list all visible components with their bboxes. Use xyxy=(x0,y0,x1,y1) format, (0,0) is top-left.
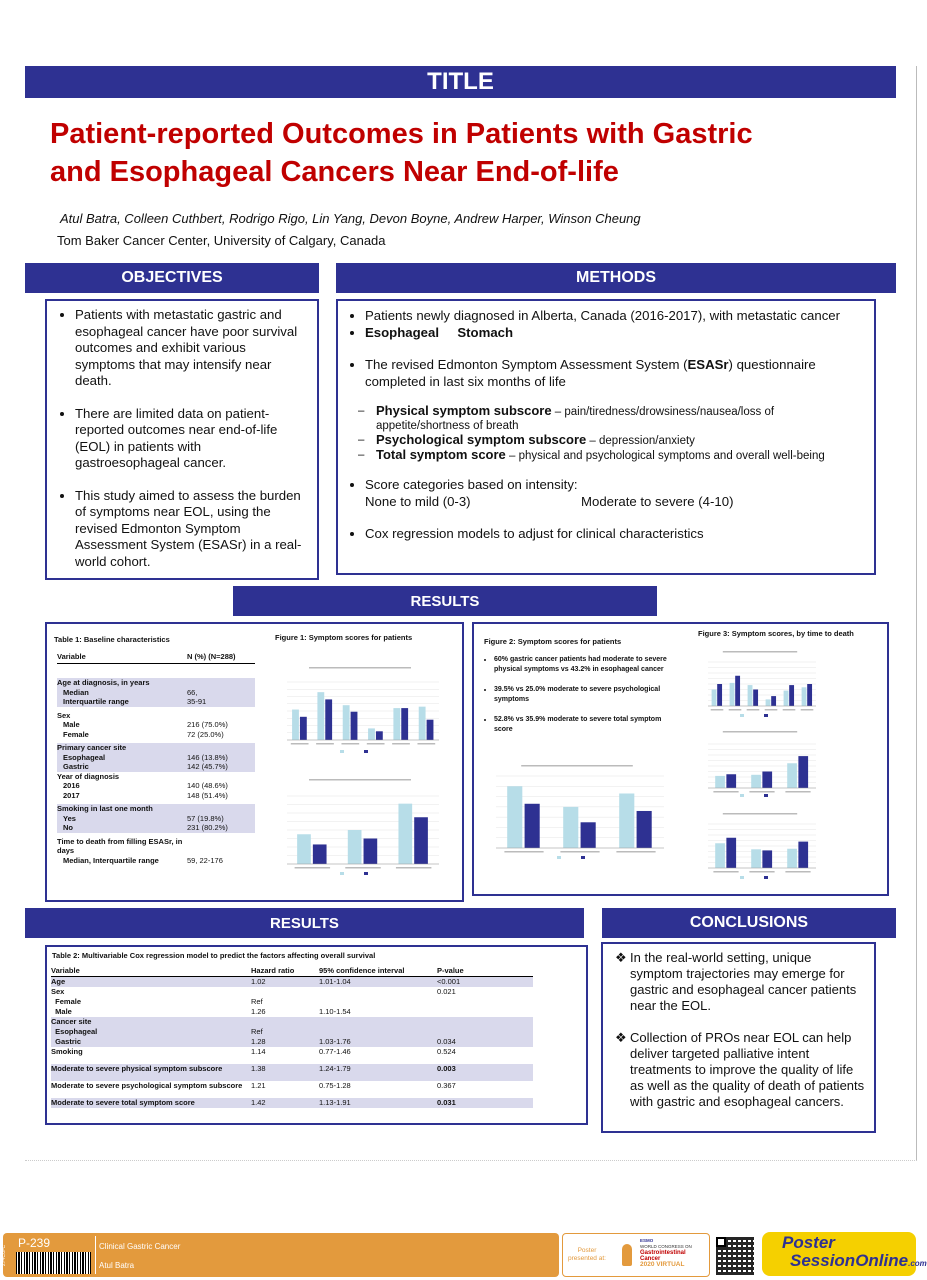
table2-cell xyxy=(251,987,319,997)
table2-header-cell: 95% confidence interval xyxy=(319,966,405,975)
bar xyxy=(398,804,412,864)
tick-label-mark xyxy=(711,709,724,711)
table2-cell: <0.001 xyxy=(437,977,461,986)
fig2-bullet: • 60% gastric cancer patients had moderate to severe physical symptoms vs 43.2% in esophageal cancer xyxy=(494,655,668,675)
table2-header-cell: Hazard ratio xyxy=(251,966,295,975)
table1-row xyxy=(57,688,255,698)
fig1-caption: Figure 1: Symptom scores for patients xyxy=(275,633,413,642)
table2-cell: 1.42 xyxy=(251,1098,266,1107)
tick-label-mark xyxy=(713,791,738,793)
table1-cell-label: Primary cancer site xyxy=(57,743,127,752)
table2-cell xyxy=(319,997,437,1007)
fig2-bullet: • 39.5% vs 25.0% moderate to severe psychological symptoms xyxy=(494,685,668,705)
table2-row xyxy=(51,1027,533,1037)
bar xyxy=(787,849,797,868)
pso-com: .com xyxy=(908,1259,927,1268)
methods-panel xyxy=(336,299,876,575)
table1-col-variable: Variable xyxy=(57,652,86,661)
table1-cell-value: 216 (75.0%) xyxy=(187,720,228,729)
bar xyxy=(771,696,776,706)
legend-swatch xyxy=(364,872,368,875)
tick-label-mark xyxy=(417,743,435,745)
right-border-line xyxy=(916,66,917,1161)
table2-row xyxy=(51,997,533,1007)
poster-id: P-239 xyxy=(18,1236,51,1250)
bar xyxy=(325,699,332,740)
congress-line4: 2020 VIRTUAL xyxy=(640,1261,685,1268)
congress-logo-icon xyxy=(622,1244,632,1266)
bar xyxy=(762,772,772,789)
bar xyxy=(637,811,652,848)
congress-logo-text xyxy=(640,1238,692,1268)
methods-item: • Score categories based on intensity: xyxy=(365,477,864,494)
results-heading-1-label: RESULTS xyxy=(410,592,480,610)
fig1-chart-physical xyxy=(275,664,445,756)
table1-row xyxy=(57,720,255,730)
bar xyxy=(717,684,722,706)
fig3-chart-total xyxy=(698,810,822,882)
table2-row xyxy=(51,1098,533,1108)
table2-cell: 0.524 xyxy=(437,1047,456,1056)
methods-item: • Cox regression models to adjust for clinical characteristics xyxy=(365,526,864,543)
title-bar-label: TITLE xyxy=(427,68,494,95)
legend-swatch xyxy=(764,794,768,797)
objectives-heading-label: OBJECTIVES xyxy=(121,269,223,286)
subitem-physical-bold: Physical symptom subscore xyxy=(376,403,552,418)
tick-label-mark xyxy=(367,743,385,745)
chart-title-mark xyxy=(723,731,797,733)
poster-title-line2: and Esophageal Cancers Near End-of-life xyxy=(50,156,619,188)
legend-swatch xyxy=(364,750,368,753)
table1-row xyxy=(57,711,255,721)
methods-item-sites xyxy=(365,325,864,342)
bar xyxy=(726,838,736,868)
table2-cell xyxy=(437,997,533,1007)
table2-header-cell: Variable xyxy=(51,966,80,975)
table1-cell-value: 231 (80.2%) xyxy=(187,823,228,832)
table2-row xyxy=(51,987,533,997)
tick-label-mark xyxy=(341,743,359,745)
fig1-chart-psych xyxy=(275,776,445,878)
conclusions-panel xyxy=(601,942,876,1133)
congress-line1: WORLD CONGRESS ON xyxy=(640,1244,692,1249)
bar xyxy=(784,691,789,706)
tick-label-mark xyxy=(392,743,410,745)
table1-row xyxy=(57,837,255,856)
legend-swatch xyxy=(764,714,768,717)
tick-label-mark xyxy=(749,791,774,793)
footer-category: Clinical Gastric Cancer xyxy=(99,1242,181,1251)
bar xyxy=(798,756,808,788)
table2-row xyxy=(51,1064,533,1081)
table1-cell-value: 66, xyxy=(187,687,198,697)
affiliation: Tom Baker Cancer Center, University of Calgary, Canada xyxy=(57,233,386,248)
conclusions-heading-label: CONCLUSIONS xyxy=(689,914,809,931)
bar xyxy=(563,807,578,848)
tick-label-mark xyxy=(345,867,380,869)
bar xyxy=(401,708,408,740)
table2-cell: Sex xyxy=(51,987,65,996)
table1-cell-label: Smoking in last one month xyxy=(57,804,153,813)
poster-title-line1: Patient-reported Outcomes in Patients with Gastric xyxy=(50,118,753,150)
conclusion-item xyxy=(615,950,866,1014)
pso-text-line2 xyxy=(782,1252,927,1273)
bar xyxy=(297,834,311,864)
presented-at-2: presented at: xyxy=(568,1255,606,1262)
pso-text-1: Poster xyxy=(782,1233,835,1252)
conclusions-heading xyxy=(602,908,896,938)
chart-title-mark xyxy=(309,779,411,781)
esasr-text-post: ) questionnaire completed in last six months of life xyxy=(365,357,816,389)
table2-cell xyxy=(319,1017,437,1027)
tick-label-mark xyxy=(785,871,810,873)
table1-row xyxy=(57,804,255,814)
methods-heading-label: METHODS xyxy=(576,269,656,286)
table2-row xyxy=(51,1081,533,1098)
table2-cell: 0.77-1.46 xyxy=(319,1047,351,1056)
tick-label-mark xyxy=(295,867,330,869)
table2-cell xyxy=(319,987,437,997)
objective-item: • There are limited data on patient-reported outcomes near end-of-life (EOL) in patients with gastroesophageal cancer. xyxy=(75,406,307,472)
tick-label-mark xyxy=(616,851,655,853)
bar xyxy=(715,776,725,788)
bar xyxy=(427,720,434,740)
authors: Atul Batra, Colleen Cuthbert, Rodrigo Rigo, Lin Yang, Devon Boyne, Andrew Harper, Winson Cheung xyxy=(60,211,641,226)
bar xyxy=(348,830,362,864)
methods-item xyxy=(365,357,864,390)
table1-row xyxy=(57,814,255,824)
bar xyxy=(802,687,807,706)
table1-cell-value: 35-91 xyxy=(187,697,207,706)
table2-caption: Table 2: Multivariable Cox regression model to predict the factors affecting overall survival xyxy=(52,951,376,960)
table1-row xyxy=(57,753,255,763)
tick-label-mark xyxy=(747,709,760,711)
table2-cell: 1.26 xyxy=(251,1007,266,1016)
bar xyxy=(753,690,758,707)
table1-cell-label: Male xyxy=(63,720,80,729)
table1-cell-label: Sex xyxy=(57,710,71,720)
table1-cell-value: 72 (25.0%) xyxy=(187,729,224,739)
tick-label-mark xyxy=(783,709,796,711)
table2-cell: Female xyxy=(51,997,82,1006)
conclusion-item xyxy=(615,1030,866,1110)
diamond-bullet-icon: ❖ xyxy=(615,1030,627,1045)
table1-row xyxy=(57,678,255,688)
subitem-physical: – Physical symptom subscore – pain/tiredness/drowsiness/nausea/loss of appetite/shortness of breath xyxy=(358,403,775,432)
objectives-heading xyxy=(25,263,319,293)
score-categories xyxy=(338,494,864,511)
objectives-panel xyxy=(45,299,319,580)
pso-text-2: SessionOnline xyxy=(790,1251,909,1270)
methods-item: • Patients newly diagnosed in Alberta, Canada (2016-2017), with metastatic cancer xyxy=(365,308,864,325)
bar xyxy=(751,849,761,868)
table2-cell: Esophageal xyxy=(51,1027,98,1036)
table2-cell: 1.28 xyxy=(251,1037,266,1046)
table2-cell: Gastric xyxy=(51,1037,82,1046)
table1-cell-label: 2017 xyxy=(63,790,80,800)
legend-swatch xyxy=(340,872,344,875)
tick-label-mark xyxy=(504,851,543,853)
bar xyxy=(317,692,324,740)
results-heading-2 xyxy=(25,908,584,938)
table1-header xyxy=(57,652,255,664)
table1-row xyxy=(57,781,255,791)
barcode-icon xyxy=(16,1252,91,1274)
fig2-bullet: • 52.8% vs 35.9% moderate to severe total symptom score xyxy=(494,715,668,735)
table1-row xyxy=(57,762,255,772)
table1-cell-label: Interquartile range xyxy=(63,697,129,706)
title-bar xyxy=(25,66,896,98)
bar xyxy=(619,793,634,848)
objective-item: • This study aimed to assess the burden of symptoms near EOL, using the revised Edmonton Symptom Assessment System (ESASr) in a real-world cohort. xyxy=(75,488,307,571)
table2-cell: 1.24-1.79 xyxy=(319,1064,351,1073)
subitem-psych: – Psychological symptom subscore – depression/anxiety xyxy=(358,432,695,447)
table2-cell xyxy=(319,1027,437,1037)
qr-corner-icon xyxy=(716,1237,726,1247)
legend-swatch xyxy=(764,876,768,879)
table1-row xyxy=(57,823,255,833)
tick-label-mark xyxy=(291,743,309,745)
table1-row xyxy=(57,730,255,740)
chart-title-mark xyxy=(723,651,797,653)
table2-cell: 0.003 xyxy=(437,1064,456,1073)
table2-cell xyxy=(437,1007,533,1017)
table1-cell-label: Esophageal xyxy=(63,752,106,762)
table2-cell: 1.03-1.76 xyxy=(319,1037,351,1046)
table2-row xyxy=(51,1007,533,1017)
table2-cell: Ref xyxy=(251,997,263,1006)
table1-row xyxy=(57,791,255,801)
esmo-label: ESMO xyxy=(640,1238,654,1243)
congress-line3: Cancer xyxy=(640,1256,661,1262)
bar xyxy=(735,676,740,706)
table2-row xyxy=(51,1017,533,1027)
table1-cell-value: 142 (45.7%) xyxy=(187,762,228,771)
poster-title xyxy=(50,115,890,191)
table2-cell: 0.367 xyxy=(437,1081,456,1090)
legend-swatch xyxy=(340,750,344,753)
table2-cell: 0.021 xyxy=(437,987,456,996)
footer-author: Atul Batra xyxy=(99,1261,135,1270)
table2-cell: 1.21 xyxy=(251,1081,266,1090)
diamond-bullet-icon: ❖ xyxy=(615,950,627,965)
legend-swatch xyxy=(740,794,744,797)
fig3-caption: Figure 3: Symptom scores, by time to death xyxy=(698,629,854,638)
table2-cell: Moderate to severe psychological symptom subscore xyxy=(51,1081,243,1090)
table1-cell-value: 140 (48.6%) xyxy=(187,781,228,790)
table2-cell: 1.14 xyxy=(251,1047,266,1056)
fig2-chart xyxy=(484,762,670,862)
table1-row xyxy=(57,856,255,866)
fig2-caption: Figure 2: Symptom scores for patients xyxy=(484,637,622,646)
tick-label-mark xyxy=(785,791,810,793)
bar xyxy=(807,684,812,706)
bar xyxy=(351,712,358,740)
legend-swatch xyxy=(581,856,585,859)
bar xyxy=(300,717,307,740)
table2-header xyxy=(51,966,533,977)
bar xyxy=(414,817,428,864)
bar xyxy=(730,683,735,706)
objective-item: • Patients with metastatic gastric and esophageal cancer have poor survival outcomes and exhibit various symptoms that may intensify near death. xyxy=(75,307,307,390)
tick-label-mark xyxy=(765,709,778,711)
bar xyxy=(787,763,797,788)
bar xyxy=(393,708,400,740)
fig3-chart-physical xyxy=(698,648,822,720)
esasr-bold: ESASr xyxy=(687,357,729,372)
table2-body xyxy=(51,977,533,1108)
table2-cell: 1.01-1.04 xyxy=(319,977,351,986)
esophageal-label: Esophageal xyxy=(365,324,440,340)
bar xyxy=(751,775,761,788)
bar xyxy=(715,843,725,868)
results-heading-2-label: RESULTS xyxy=(270,914,339,932)
table1-col-n: N (%) (N=288) xyxy=(187,652,236,661)
subitem-psych-bold: Psychological symptom subscore xyxy=(376,432,587,447)
stomach-label: Stomach xyxy=(457,324,514,340)
fig3-chart-psych xyxy=(698,728,822,800)
table2-cell: Age xyxy=(51,977,66,986)
bar xyxy=(525,804,540,848)
table1-cell-label: Yes xyxy=(63,813,76,823)
table1-cell-label: Year of diagnosis xyxy=(57,771,120,781)
table1-row xyxy=(57,743,255,753)
conclusion-text: In the real-world setting, unique symptom trajectories may emerge for gastric and esophageal cancer patients near the EOL. xyxy=(630,950,857,1013)
bar xyxy=(313,844,327,864)
results-heading-1 xyxy=(233,586,657,616)
bar xyxy=(507,786,522,848)
table2-cell: Moderate to severe total symptom score xyxy=(51,1098,195,1107)
tick-label-mark xyxy=(729,709,742,711)
table2-cell: Moderate to severe physical symptom subscore xyxy=(51,1064,223,1073)
bar xyxy=(789,685,794,706)
fig2-bullets xyxy=(482,655,668,735)
table2-row xyxy=(51,1037,533,1047)
table1-body xyxy=(57,678,255,865)
table1-cell-label: Time to death from filling ESASr, in days xyxy=(57,836,183,855)
table1-cell-label: Gastric xyxy=(63,762,89,771)
table1-cell-label: Median, Interquartile range xyxy=(63,855,159,865)
pso-logo-text xyxy=(782,1234,927,1273)
table1-cell-label: Median xyxy=(63,687,89,697)
table2-row xyxy=(51,977,533,987)
bar xyxy=(376,731,383,740)
chart-title-mark xyxy=(309,667,411,669)
congress-line2: Gastrointestinal xyxy=(640,1250,686,1256)
table2 xyxy=(51,966,533,1108)
table2-cell: Smoking xyxy=(51,1047,83,1056)
table2-cell: 1.02 xyxy=(251,977,266,986)
table2-cell xyxy=(437,1027,533,1037)
bar xyxy=(762,850,772,868)
tick-label-mark xyxy=(396,867,431,869)
table2-cell xyxy=(437,1017,533,1027)
legend-swatch xyxy=(740,876,744,879)
table2-cell: 0.75-1.28 xyxy=(319,1081,351,1090)
tick-label-mark xyxy=(749,871,774,873)
bar xyxy=(368,728,375,740)
table1-row xyxy=(57,772,255,782)
table2-cell: 0.031 xyxy=(437,1098,456,1107)
bar xyxy=(726,774,736,788)
table2-row xyxy=(51,1047,533,1064)
tick-label-mark xyxy=(713,871,738,873)
methods-heading xyxy=(336,263,896,293)
chart-title-mark xyxy=(723,813,797,815)
subitem-total-bold: Total symptom score xyxy=(376,447,506,462)
esasr-text-pre: The revised Edmonton Symptom Assessment System ( xyxy=(365,357,688,372)
score-cat-severe: Moderate to severe (4-10) xyxy=(581,493,734,509)
bar xyxy=(748,685,753,706)
presented-at-1: Poster xyxy=(577,1247,597,1254)
legend-swatch xyxy=(740,714,744,717)
bottom-dotted-line xyxy=(25,1160,917,1161)
subitem-psych-rest: – depression/anxiety xyxy=(586,435,695,447)
table2-cell: 1.38 xyxy=(251,1064,266,1073)
bar xyxy=(712,690,717,707)
table2-header-cell: P-value xyxy=(437,966,464,975)
subitem-total-rest: – physical and psychological symptoms and overall well-being xyxy=(505,450,825,462)
table1-cell-value: 57 (19.8%) xyxy=(187,813,224,823)
bar xyxy=(581,822,596,848)
tick-label-mark xyxy=(316,743,334,745)
table2-cell: Ref xyxy=(251,1027,263,1036)
bar xyxy=(419,707,426,740)
table1-cell-value: 148 (51.4%) xyxy=(187,790,228,800)
bar xyxy=(798,842,808,868)
presented-at-text xyxy=(567,1247,607,1263)
table1-cell-label: 2016 xyxy=(63,781,80,790)
methods-subitems xyxy=(338,404,864,463)
bar xyxy=(343,705,350,740)
chart-title-mark xyxy=(521,765,633,767)
subitem-total: – Total symptom score – physical and psychological symptoms and overall well-being xyxy=(358,447,825,462)
subitem-physical-rest: – pain/tiredness/drowsiness/nausea/loss of appetite/shortness of breath xyxy=(376,406,775,432)
tick-label-mark xyxy=(560,851,599,853)
tick-label-mark xyxy=(801,709,814,711)
table2-cell xyxy=(251,1017,319,1027)
bar xyxy=(292,710,299,740)
table1-caption: Table 1: Baseline characteristics xyxy=(54,635,170,644)
table1-row xyxy=(57,697,255,707)
table1-cell-label: Female xyxy=(63,729,89,739)
score-cat-mild: None to mild (0-3) xyxy=(365,493,471,509)
table1-cell-label: No xyxy=(63,823,73,832)
bar xyxy=(364,839,378,865)
table2-cell: 1.13-1.91 xyxy=(319,1098,351,1107)
conclusion-text: Collection of PROs near EOL can help deliver targeted palliative intent treatments to improve the quality of life as well as the quality of death of patients with gastric and esophageal cancers. xyxy=(630,1030,865,1109)
bar xyxy=(766,699,771,706)
footer-divider xyxy=(95,1236,96,1274)
table1 xyxy=(57,652,255,865)
table2-cell: Male xyxy=(51,1007,72,1016)
table2-cell: 0.034 xyxy=(437,1037,456,1046)
legend-swatch xyxy=(557,856,561,859)
table1-cell-value: 59, 22-176 xyxy=(187,855,223,865)
table1-cell-label: Age at diagnosis, in years xyxy=(57,678,150,687)
vertical-code: 274CG-C xyxy=(1,1244,7,1266)
table2-cell: 1.10-1.54 xyxy=(319,1007,351,1016)
table1-cell-value: 146 (13.8%) xyxy=(187,752,228,762)
table2-cell: Cancer site xyxy=(51,1017,92,1026)
